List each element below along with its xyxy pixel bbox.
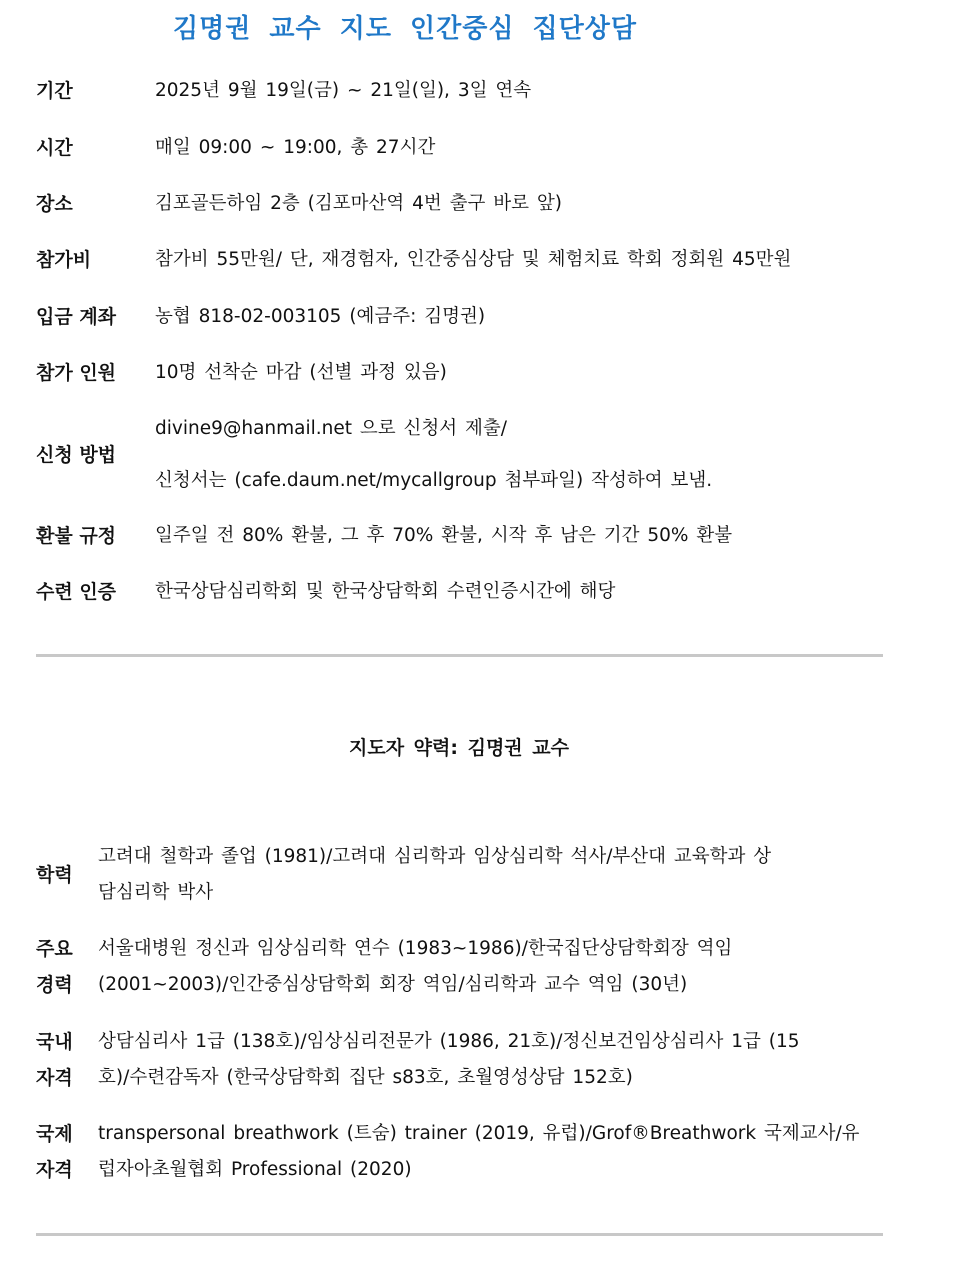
place-label: 장소 [36,193,73,215]
divider-bottom [36,1233,883,1236]
education-label: 학력 [36,864,73,886]
fee-label: 참가비 [36,249,92,271]
domestic-line2: 호)/수련감독자 (한국상담학회 집단 s83호, 초월영성상담 152호) [98,1067,633,1088]
refund-label: 환불 규정 [36,525,117,547]
education-line2: 담심리학 박사 [98,882,214,903]
account-label: 입금 계좌 [36,306,117,328]
career-line2: (2001~2003)/인간중심상담학회 회장 역임/심리학과 교수 역임 (30년) [98,974,688,995]
refund-value: 일주일 전 80% 환불, 그 후 70% 환불, 시작 후 남은 기간 50% 환불 [155,525,733,546]
bio-title: 지도자 약력: 김명권 교수 [349,737,569,759]
time-label: 시간 [36,137,73,159]
international-line2: 럽자아초월협회 Professional (2020) [98,1159,412,1180]
period-label: 기간 [36,80,73,102]
domestic-label-1: 국내 [36,1031,73,1053]
apply-line2: 신청서는 (cafe.daum.net/mycallgroup 첨부파일) 작성하여 보냄. [155,470,713,491]
career-line1: 서울대병원 정신과 임상심리학 연수 (1983~1986)/한국집단상담학회장 역임 [98,938,733,959]
cert-value: 한국상담심리학회 및 한국상담학회 수련인증시간에 해당 [155,581,616,602]
international-label-1: 국제 [36,1123,73,1145]
domestic-line1: 상담심리사 1급 (138호)/임상심리전문가 (1986, 21호)/정신보건임상심리사 1급 (15 [98,1031,800,1052]
period-value: 2025년 9월 19일(금) ~ 21일(일), 3일 연속 [155,80,532,101]
place-value: 김포골든하임 2층 (김포마산역 4번 출구 바로 앞) [155,193,562,214]
apply-line1: divine9@hanmail.net 으로 신청서 제출/ [155,418,507,439]
capacity-label: 참가 인원 [36,362,117,384]
divider-top [36,654,883,657]
page-title: 김명권 교수 지도 인간중심 집단상담 [173,14,637,44]
capacity-value: 10명 선착순 마감 (선별 과정 있음) [155,362,447,383]
career-label-1: 주요 [36,938,73,960]
career-label-2: 경력 [36,974,73,996]
international-line1: transpersonal breathwork (트숨) trainer (2019, 유럽)/Grof®Breathwork 국제교사/유 [98,1123,860,1144]
fee-value: 참가비 55만원/ 단, 재경험자, 인간중심상담 및 체험치료 학회 정회원 45만원 [155,249,792,270]
cert-label: 수련 인증 [36,581,117,603]
domestic-label-2: 자격 [36,1067,73,1089]
international-label-2: 자격 [36,1159,73,1181]
account-value: 농협 818-02-003105 (예금주: 김명권) [155,306,486,327]
time-value: 매일 09:00 ~ 19:00, 총 27시간 [155,137,436,158]
education-line1: 고려대 철학과 졸업 (1981)/고려대 심리학과 임상심리학 석사/부산대 교육학과 상 [98,846,772,867]
apply-label: 신청 방법 [36,444,117,466]
